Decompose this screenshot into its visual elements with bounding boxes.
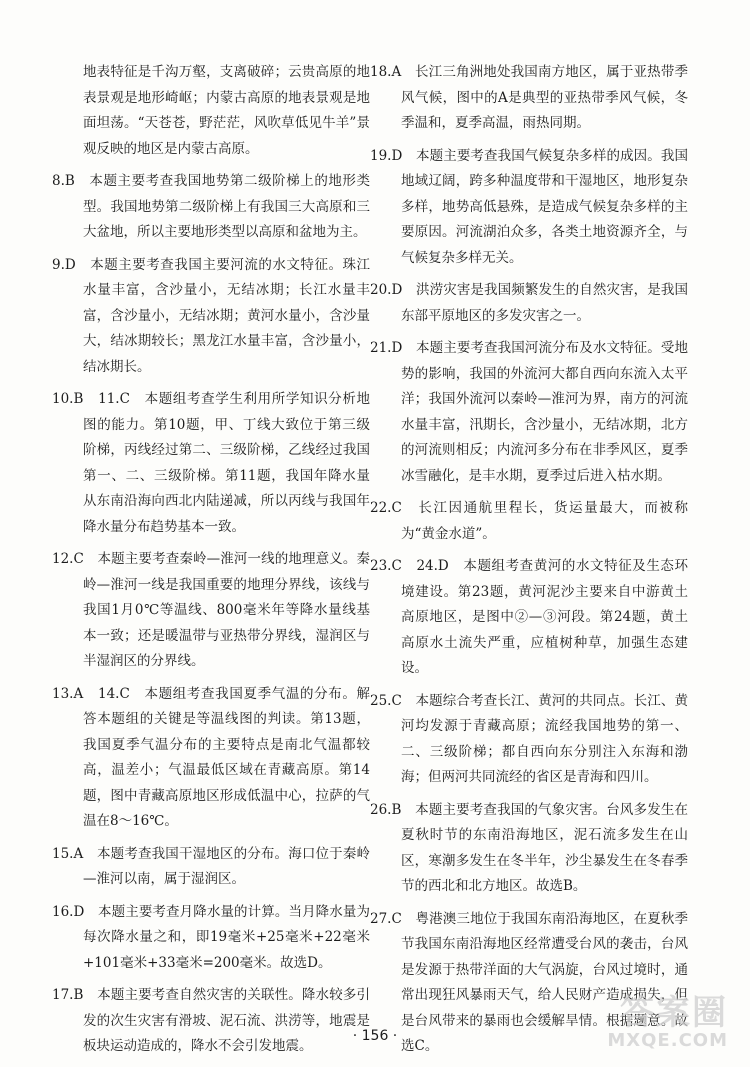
answer-entry: 9.D 本题主要考查我国主要河流的水文特征。珠江水量丰富，含沙量小，无结冰期；长江水量丰富，含沙量小，无结冰期；黄河水量小，含沙量大，结冰期较长；黑龙江水量丰富，含沙量小，结冰期长。 bbox=[52, 256, 370, 375]
watermark-logo bbox=[578, 995, 728, 1055]
watermark-url: MXQE.COM bbox=[607, 1030, 728, 1051]
answer-entry: 17.B 本题主要考查自然灾害的关联性。降水较多引发的次生灾害有滑坡、泥石流、洪涝等，地震是板块运动造成的，降水不会引发地震。 bbox=[52, 987, 370, 1054]
answer-entry: 10.B 11.C 本题组考查学生利用所学知识分析地图的能力。第10题，甲、丁线大致位于第三级阶梯，丙线经过第二、三级阶梯，乙线经过我国第一、二、三级阶梯。第11题，我国年降水量从东南沿海向西北内陆递减，所以丙线与我国年降水量分布趋势基本一致。 bbox=[52, 391, 370, 535]
answer-entry: 27.C 粤港澳三地位于我国东南沿海地区，在夏秋季节我国东南沿海地区经常遭受台风的袭击，台风是发源于热带洋面的大气涡旋，台风过境时，通常出现狂风暴雨天气，给人民财产造成损失，但是台风带来的暴雨也会缓解旱情。根据题意。故选C。 bbox=[370, 910, 688, 1054]
answer-entry: 19.D 本题主要考查我国气候复杂多样的成因。我国地域辽阔，跨多种温度带和干湿地区，地形复杂多样，地势高低悬殊，是造成气候复杂多样的主要原因。河流湖泊众多，各类土地资源齐全，与气候复杂多样无关。 bbox=[370, 147, 688, 266]
answer-entry: 8.B 本题主要考查我国地势第二级阶梯上的地形类型。我国地势第二级阶梯上有我国三大高原和三大盆地，所以主要地形类型以高原和盆地为主。 bbox=[52, 173, 370, 240]
answer-entry: 22.C 长江因通航里程长，货运量最大，而被称为“黄金水道”。 bbox=[370, 500, 688, 542]
answer-entry: 13.A 14.C 本题组考查我国夏季气温的分布。解答本题组的关键是等温线图的判读。第13题，我国夏季气温分布的主要特点是南北气温都较高，温差小；气温最低区域在青藏高原。第14题，图中青藏高原地区形成低温中心，拉萨的气温在8～16℃。 bbox=[52, 685, 370, 829]
right-column bbox=[370, 60, 688, 1067]
answer-entry: 25.C 本题综合考查长江、黄河的共同点。长江、黄河均发源于青藏高原；流经我国地势的第一、二、三级阶梯；都自西向东分别注入东海和渤海；但两河共同流经的省区是青海和四川。 bbox=[370, 692, 688, 785]
answer-entry: 15.A 本题考查我国干湿地区的分布。海口位于秦岭—淮河以南，属于湿润区。 bbox=[52, 845, 370, 887]
answer-entry: 12.C 本题主要考查秦岭—淮河一线的地理意义。秦岭—淮河一线是我国重要的地理分界线，该线与我国1月0℃等温线、800毫米年等降水量线基本一致；还是暖温带与亚热带分界线，湿润区与半湿润区的分界线。 bbox=[52, 551, 370, 669]
answer-entry: 20.D 洪涝灾害是我国频繁发生的自然灾害，是我国东部平原地区的多发灾害之一。 bbox=[370, 282, 688, 324]
left-column bbox=[52, 60, 370, 1067]
answer-entry: 18.A 长江三角洲地处我国南方地区，属于亚热带季风气候，图中的A是典型的亚热带季风气候，冬季温和，夏季高温，雨热同期。 bbox=[370, 64, 688, 131]
answer-entry: 16.D 本题主要考查月降水量的计算。当月降水量为每次降水量之和，即19毫米+25毫米+22毫米+101毫米+33毫米=200毫米。故选D。 bbox=[52, 903, 370, 971]
answer-entry: 21.D 本题主要考查我国河流分布及水文特征。受地势的影响，我国的外流河大都自西向东流入太平洋；我国外流河以秦岭—淮河为界，南方的河流水量丰富，汛期长，含沙量小，无结冰期，北方的河流则相反；内流河多分布在非季风区，夏季冰雪融化，是丰水期，夏季过后进入枯水期。 bbox=[370, 340, 688, 484]
answer-entry: 地表特征是千沟万壑，支离破碎；云贵高原的地表景观是地形崎岖；内蒙古高原的地表景观是地面坦荡。“天苍苍，野茫茫，风吹草低见牛羊”景观反映的地区是内蒙古高原。 bbox=[83, 64, 370, 157]
watermark-text: 答案圈 bbox=[620, 993, 728, 1033]
answer-entry: 26.B 本题主要考查我国的气象灾害。台风多发生在夏秋时节的东南沿海地区，泥石流多发生在山区，寒潮多发生在冬半年，沙尘暴发生在冬春季节的西北和北方地区。故选B。 bbox=[370, 801, 688, 894]
answer-entry: 23.C 24.D 本题组考查黄河的水文特征及生态环境建设。第23题，黄河泥沙主要来自中游黄土高原地区，是图中②—③河段。第24题，黄土高原水土流失严重，应植树种草，加强生态建设。 bbox=[370, 558, 688, 676]
page-number: · 156 · bbox=[352, 1028, 398, 1044]
